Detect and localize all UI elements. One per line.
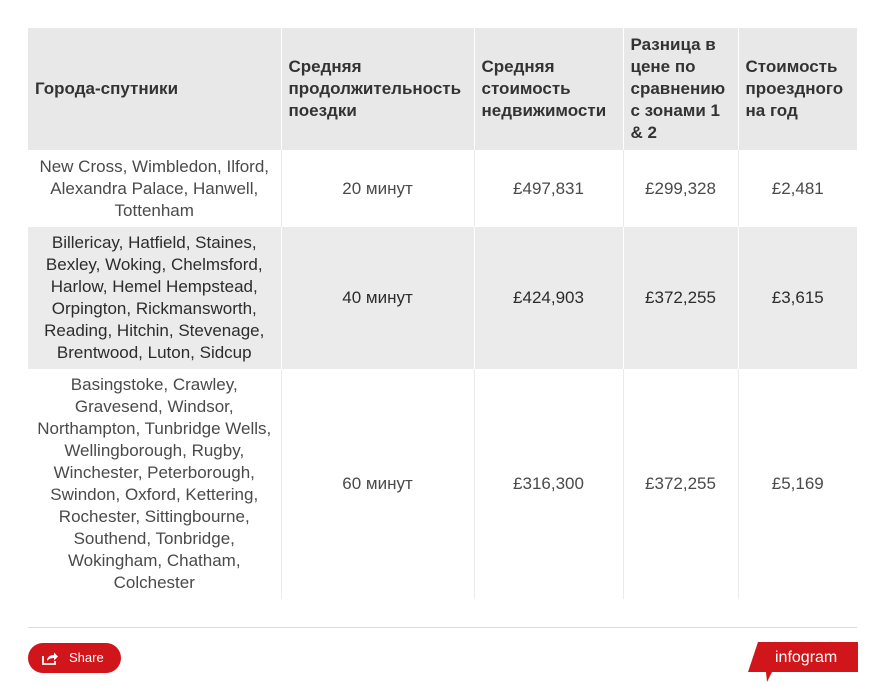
share-label: Share xyxy=(69,650,104,665)
header-annual-pass-cost: Стоимость проездного на год xyxy=(738,28,857,150)
footer-divider xyxy=(28,627,857,628)
cell-commute: 40 минут xyxy=(281,227,474,369)
cell-price-difference: £372,255 xyxy=(623,369,738,599)
cell-commute: 20 минут xyxy=(281,150,474,227)
cell-commute: 60 минут xyxy=(281,369,474,599)
cell-annual-pass: £3,615 xyxy=(738,227,857,369)
cell-price-difference: £372,255 xyxy=(623,227,738,369)
cell-towns: New Cross, Wimbledon, Ilford, Alexandra Palace, Hanwell, Tottenham xyxy=(28,150,281,227)
table-header-row xyxy=(28,28,857,150)
header-average-property-price: Средняя стоимость недвижимости xyxy=(474,28,623,150)
cell-price-difference: £299,328 xyxy=(623,150,738,227)
cell-annual-pass: £5,169 xyxy=(738,369,857,599)
cell-property-price: £497,831 xyxy=(474,150,623,227)
infogram-logo[interactable] xyxy=(748,642,858,684)
table-row xyxy=(28,150,857,227)
data-table-container xyxy=(28,28,857,599)
table-row xyxy=(28,369,857,599)
data-table xyxy=(28,28,857,599)
header-price-difference: Разница в цене по сравнению с зонами 1 & 2 xyxy=(623,28,738,150)
brand-label: infogram xyxy=(775,649,838,666)
table-row xyxy=(28,227,857,369)
cell-towns: Basingstoke, Crawley, Gravesend, Windsor, Northampton, Tunbridge Wells, Wellingborough, Rugby, Winchester, Peterborough, Swindon, Oxford, Kettering, Rochester, Sittingbourne, Southend, Tonbridge, Wokingham, Chatham, Colchester xyxy=(28,369,281,599)
cell-property-price: £424,903 xyxy=(474,227,623,369)
header-satellite-towns: Города-спутники xyxy=(28,28,281,150)
cell-property-price: £316,300 xyxy=(474,369,623,599)
cell-annual-pass: £2,481 xyxy=(738,150,857,227)
share-button[interactable] xyxy=(28,643,121,673)
share-icon xyxy=(42,651,59,665)
cell-towns: Billericay, Hatfield, Staines, Bexley, Woking, Chelmsford, Harlow, Hemel Hempstead, Orpington, Rickmansworth, Reading, Hitchin, Stevenage, Brentwood, Luton, Sidcup xyxy=(28,227,281,369)
header-average-commute: Средняя продолжительность поездки xyxy=(281,28,474,150)
